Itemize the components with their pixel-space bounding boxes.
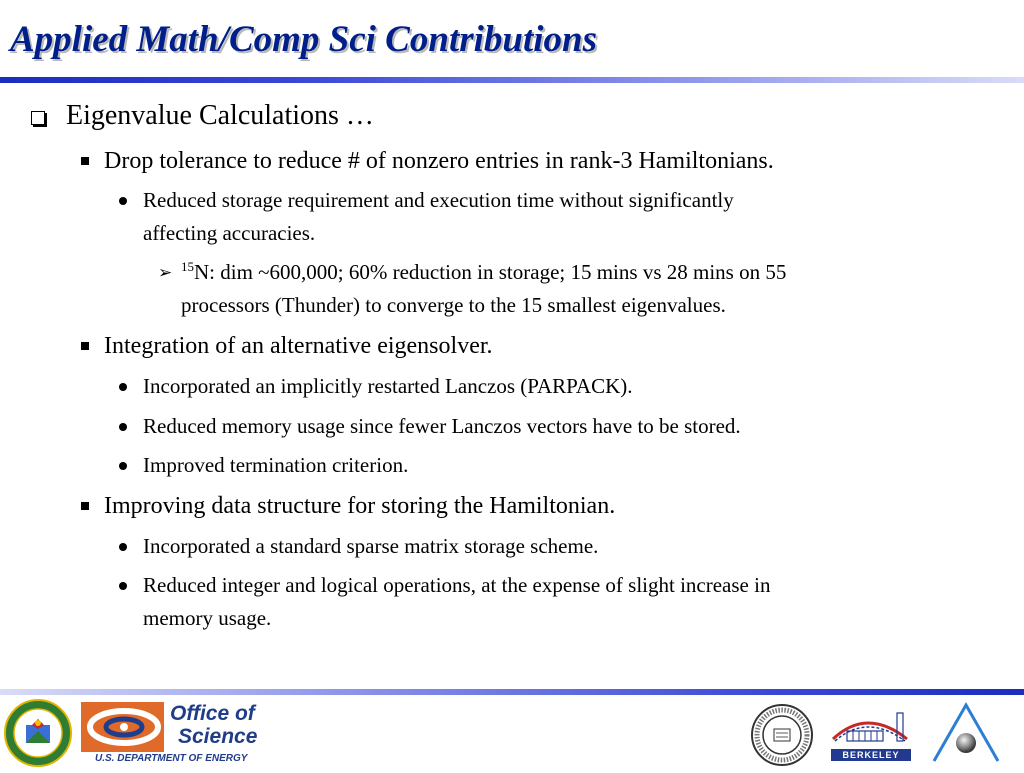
hollow-square-bullet-icon xyxy=(31,111,45,125)
section-text: Improving data structure for storing the Hamiltonian. xyxy=(104,493,616,519)
subpoint-text-line2: processors (Thunder) to converge to the 15 smallest eigenvalues. xyxy=(181,293,726,317)
section-text: Drop tolerance to reduce # of nonzero entries in rank-3 Hamiltonians. xyxy=(104,148,774,174)
arrowhead-bullet-icon: ➢ xyxy=(158,263,173,282)
point-text: Incorporated a standard sparse matrix storage scheme. xyxy=(143,534,599,558)
filled-square-bullet-icon xyxy=(81,502,89,510)
slide-title: Applied Math/Comp Sci Contributions xyxy=(10,19,598,60)
round-dot-bullet-icon xyxy=(119,462,127,470)
science-text: Science xyxy=(178,725,258,748)
point-text-line2: affecting accuracies. xyxy=(143,221,316,245)
filled-square-bullet-icon xyxy=(81,157,89,165)
doe-seal-icon xyxy=(4,699,72,767)
subpoint-text-line1 xyxy=(181,256,786,289)
round-dot-bullet-icon xyxy=(119,543,127,551)
office-of-text: Office of xyxy=(170,702,255,725)
triangle-sphere-logo-icon xyxy=(928,701,1004,765)
point-text-line2: memory usage. xyxy=(143,606,272,630)
point-text-line1: Reduced integer and logical operations, at the expense of slight increase in xyxy=(143,573,771,597)
point-text-line1: Reduced storage requirement and execution time without significantly xyxy=(143,188,734,212)
office-of-science-logo-icon xyxy=(80,701,165,753)
round-dot-bullet-icon xyxy=(119,423,127,431)
filled-square-bullet-icon xyxy=(81,342,89,350)
berkeley-lab-logo-icon xyxy=(827,703,915,749)
point-text: Reduced memory usage since fewer Lanczos vectors have to be stored. xyxy=(143,414,741,438)
subpoint-text: N: dim ~600,000; 60% reduction in storage; 15 mins vs 28 mins on 55 xyxy=(194,260,787,284)
point-text: Incorporated an implicitly restarted Lanczos (PARPACK). xyxy=(143,374,633,398)
isotope-superscript: 15 xyxy=(181,259,194,274)
iowa-state-seal-icon xyxy=(750,703,814,767)
heading-text: Eigenvalue Calculations … xyxy=(66,100,374,131)
round-dot-bullet-icon xyxy=(119,582,127,590)
section-text: Integration of an alternative eigensolver. xyxy=(104,333,493,359)
point-text: Improved termination criterion. xyxy=(143,453,409,477)
us-department-of-energy-text: U.S. DEPARTMENT OF ENERGY xyxy=(95,753,248,764)
berkeley-lab-text: BERKELEY LAB xyxy=(831,749,911,761)
round-dot-bullet-icon xyxy=(119,197,127,205)
title-divider xyxy=(0,77,1024,83)
round-dot-bullet-icon xyxy=(119,383,127,391)
footer xyxy=(0,695,1024,772)
